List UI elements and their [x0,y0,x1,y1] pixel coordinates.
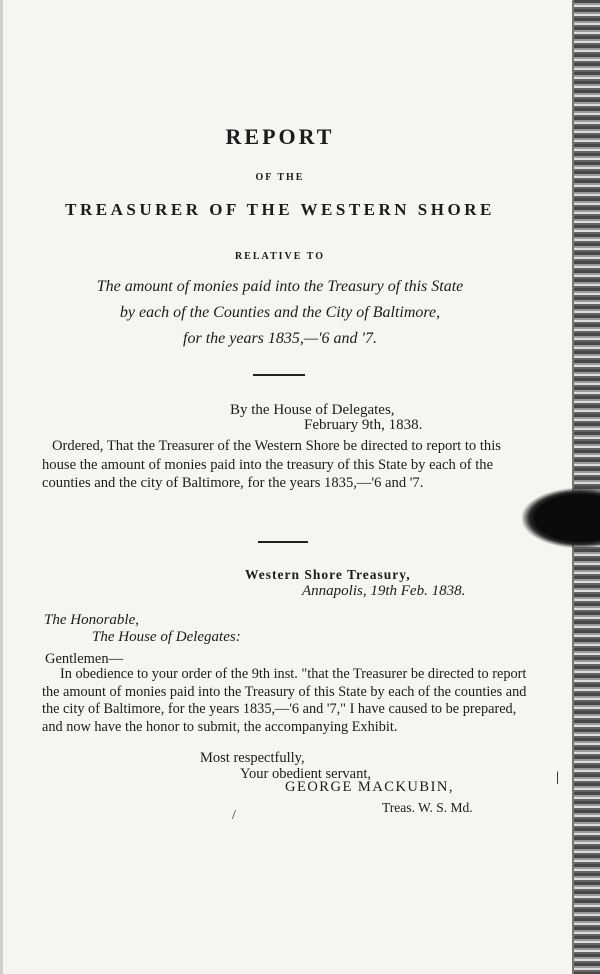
stray-ink-mark: | [556,770,560,785]
order-paragraph: Ordered, That the Treasurer of the Western Shore be directed to report to this house the amount of monies paid into the treasury of this State by each of the counties and the city of Baltimore, for the years 1835,—'6 and '7. [42,438,501,491]
stray-ink-mark: / [232,808,236,823]
treasurer-heading: TREASURER OF THE WESTERN SHORE [65,200,495,219]
addressee-line-2: The House of Delegates: [92,629,241,645]
salutation: Gentlemen— [45,651,124,667]
scan-binding-edge [574,0,600,974]
subject-line-2: by each of the Counties and the City of Baltimore, [119,304,441,321]
signatory-title: Treas. W. S. Md. [382,800,473,815]
section-divider-2 [258,541,308,543]
subject-line-1: The amount of monies paid into the Treasury of this State [96,278,464,295]
relative-to-line: RELATIVE TO [234,251,326,262]
subject-line-3: for the years 1835,—'6 and '7. [183,330,377,347]
binding-tab-shadow [522,488,600,548]
report-title: REPORT [225,124,335,149]
closing-line-1: Most respectfully, [200,750,305,766]
signature: GEORGE MACKUBIN, [285,779,454,795]
order-date: February 9th, 1838. [304,417,423,433]
letter-place-date: Annapolis, 19th Feb. 1838. [302,583,466,599]
order-by-line: By the House of Delegates, [230,402,395,418]
addressee-line-1: The Honorable, [44,612,139,628]
letter-body: In obedience to your order of the 9th inst. "that the Treasurer be directed to report the amount of monies paid into the Treasury of this State by each of the counties and the city of Baltimore, for the years 1835,—'6 and '7," I have caused to be prepared, and now have the honor to submit, the accompanying Exhibit. [42,666,527,735]
section-divider-1 [253,374,305,376]
closing-line-2: Your obedient servant, [240,766,372,782]
of-the-line: OF THE [255,172,305,183]
letter-office: Western Shore Treasury, [245,567,411,582]
